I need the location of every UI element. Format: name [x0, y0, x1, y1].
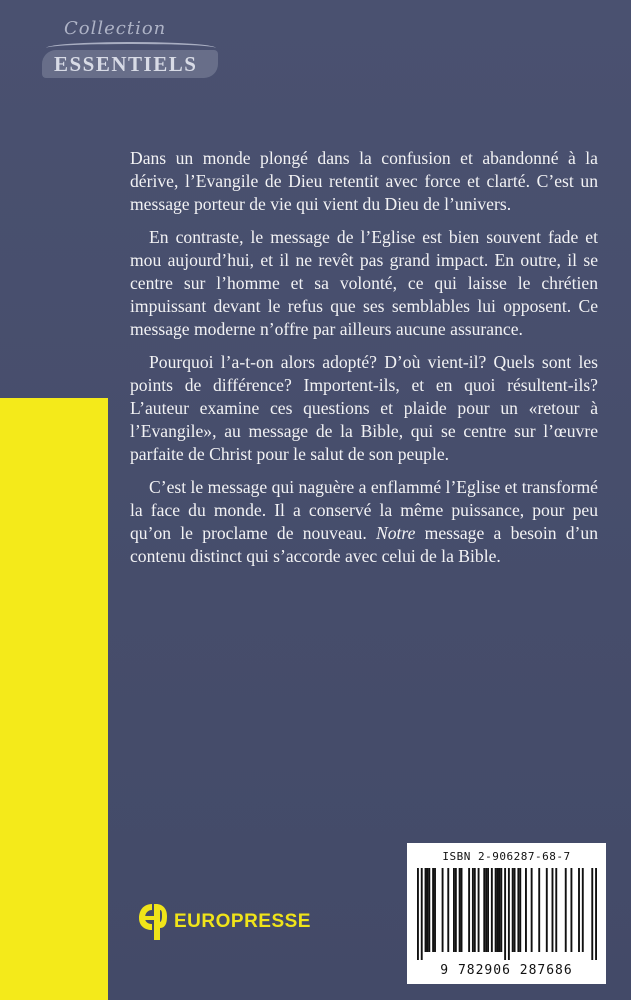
- blurb-text: [130, 147, 598, 577]
- barcode-bar: [517, 868, 519, 952]
- barcode-bar: [461, 868, 463, 952]
- barcode-bar: [474, 868, 476, 952]
- collection-name: ESSENTIELS: [54, 52, 198, 76]
- barcode-bar: [595, 868, 597, 960]
- barcode-bar: [468, 868, 470, 952]
- paragraph-4: [130, 476, 598, 569]
- barcode-bar: [500, 868, 502, 952]
- barcode-bar: [447, 868, 449, 952]
- barcode-bar: [432, 868, 434, 952]
- barcode-bar: [483, 868, 485, 952]
- barcode: [407, 843, 606, 984]
- barcode-bar: [455, 868, 457, 952]
- publisher-name: EUROPRESSE: [174, 911, 311, 932]
- barcode-bar: [504, 868, 506, 960]
- paragraph-4-rest: message a besoin d’un contenu distinct qui s’accorde avec celui de la Bible.: [130, 523, 598, 567]
- publisher: [136, 902, 311, 942]
- barcode-bar: [417, 868, 419, 960]
- paragraph-4-lead: C’est le message qui naguère a enflammé l’Eglise et transformé la face du monde. Il a conservé la même puissance, pour peu qu’on le proclame de nouveau.: [130, 476, 598, 544]
- barcode-bar: [497, 868, 499, 952]
- barcode-bar: [555, 868, 557, 952]
- isbn-label: ISBN 2-906287-68-7: [442, 850, 571, 863]
- barcode-bar: [442, 868, 444, 952]
- barcode-bar: [525, 868, 527, 952]
- yellow-band: [0, 398, 108, 1000]
- paragraph-2: En contraste, le message de l’Eglise est bien souvent fade et mou aujourd’hui, et il ne revêt pas grand impact. En outre, il se centre sur l’homme et sa volonté, ce qui laisse le chrétien impuissant devant le refus que ses semblables lui opposent. Ce message moderne n’offre par ailleurs aucune assurance.: [130, 226, 598, 340]
- barcode-bar: [426, 868, 428, 952]
- barcode-bar: [487, 868, 489, 952]
- collection-script-label: Collection: [64, 18, 167, 39]
- paragraph-3: Pourquoi l’a-t-on alors adopté? D’où vient-il? Quels sont les points de différence? Importent-ils, et en quoi résultent-ils? L’auteur examine ces questions et plaide pour un «retour à l’Evangile», au message de la Bible, qui se centre sur l’œuvre parfaite de Christ pour le salut de son peuple.: [130, 351, 598, 465]
- barcode-bar: [538, 868, 540, 952]
- barcode-bar: [531, 868, 533, 952]
- barcode-bar: [498, 868, 500, 952]
- barcode-bar: [578, 868, 580, 952]
- barcode-bar: [514, 868, 516, 952]
- barcode-bar: [478, 868, 480, 952]
- barcode-bars: [417, 868, 597, 960]
- barcode-bar: [512, 868, 514, 952]
- barcode-bar: [508, 868, 510, 960]
- barcode-bar: [459, 868, 461, 952]
- paragraph-4-emphasis: Notre: [376, 523, 416, 544]
- ean-number: 9 782906 287686: [440, 963, 573, 978]
- barcode-bar: [591, 868, 593, 960]
- barcode-bar: [546, 868, 548, 952]
- collection-logo: [36, 14, 226, 86]
- barcode-bar: [425, 868, 427, 952]
- barcode-bar: [519, 868, 521, 952]
- barcode-bar: [552, 868, 554, 952]
- barcode-bar: [565, 868, 567, 952]
- barcode-bar: [582, 868, 584, 952]
- europresse-logo-icon: [136, 902, 168, 942]
- barcode-bar: [472, 868, 474, 952]
- barcode-bar: [570, 868, 572, 952]
- barcode-bar: [485, 868, 487, 952]
- barcode-bar: [434, 868, 436, 952]
- barcode-bar: [428, 868, 430, 952]
- barcode-bar: [491, 868, 493, 952]
- barcode-bar: [421, 868, 423, 960]
- barcode-bar: [453, 868, 455, 952]
- barcode-bar: [495, 868, 497, 952]
- paragraph-1: Dans un monde plongé dans la confusion et abandonné à la dérive, l’Evangile de Dieu retentit avec force et clarté. C’est un message porteur de vie qui vient du Dieu de l’univers.: [130, 148, 598, 215]
